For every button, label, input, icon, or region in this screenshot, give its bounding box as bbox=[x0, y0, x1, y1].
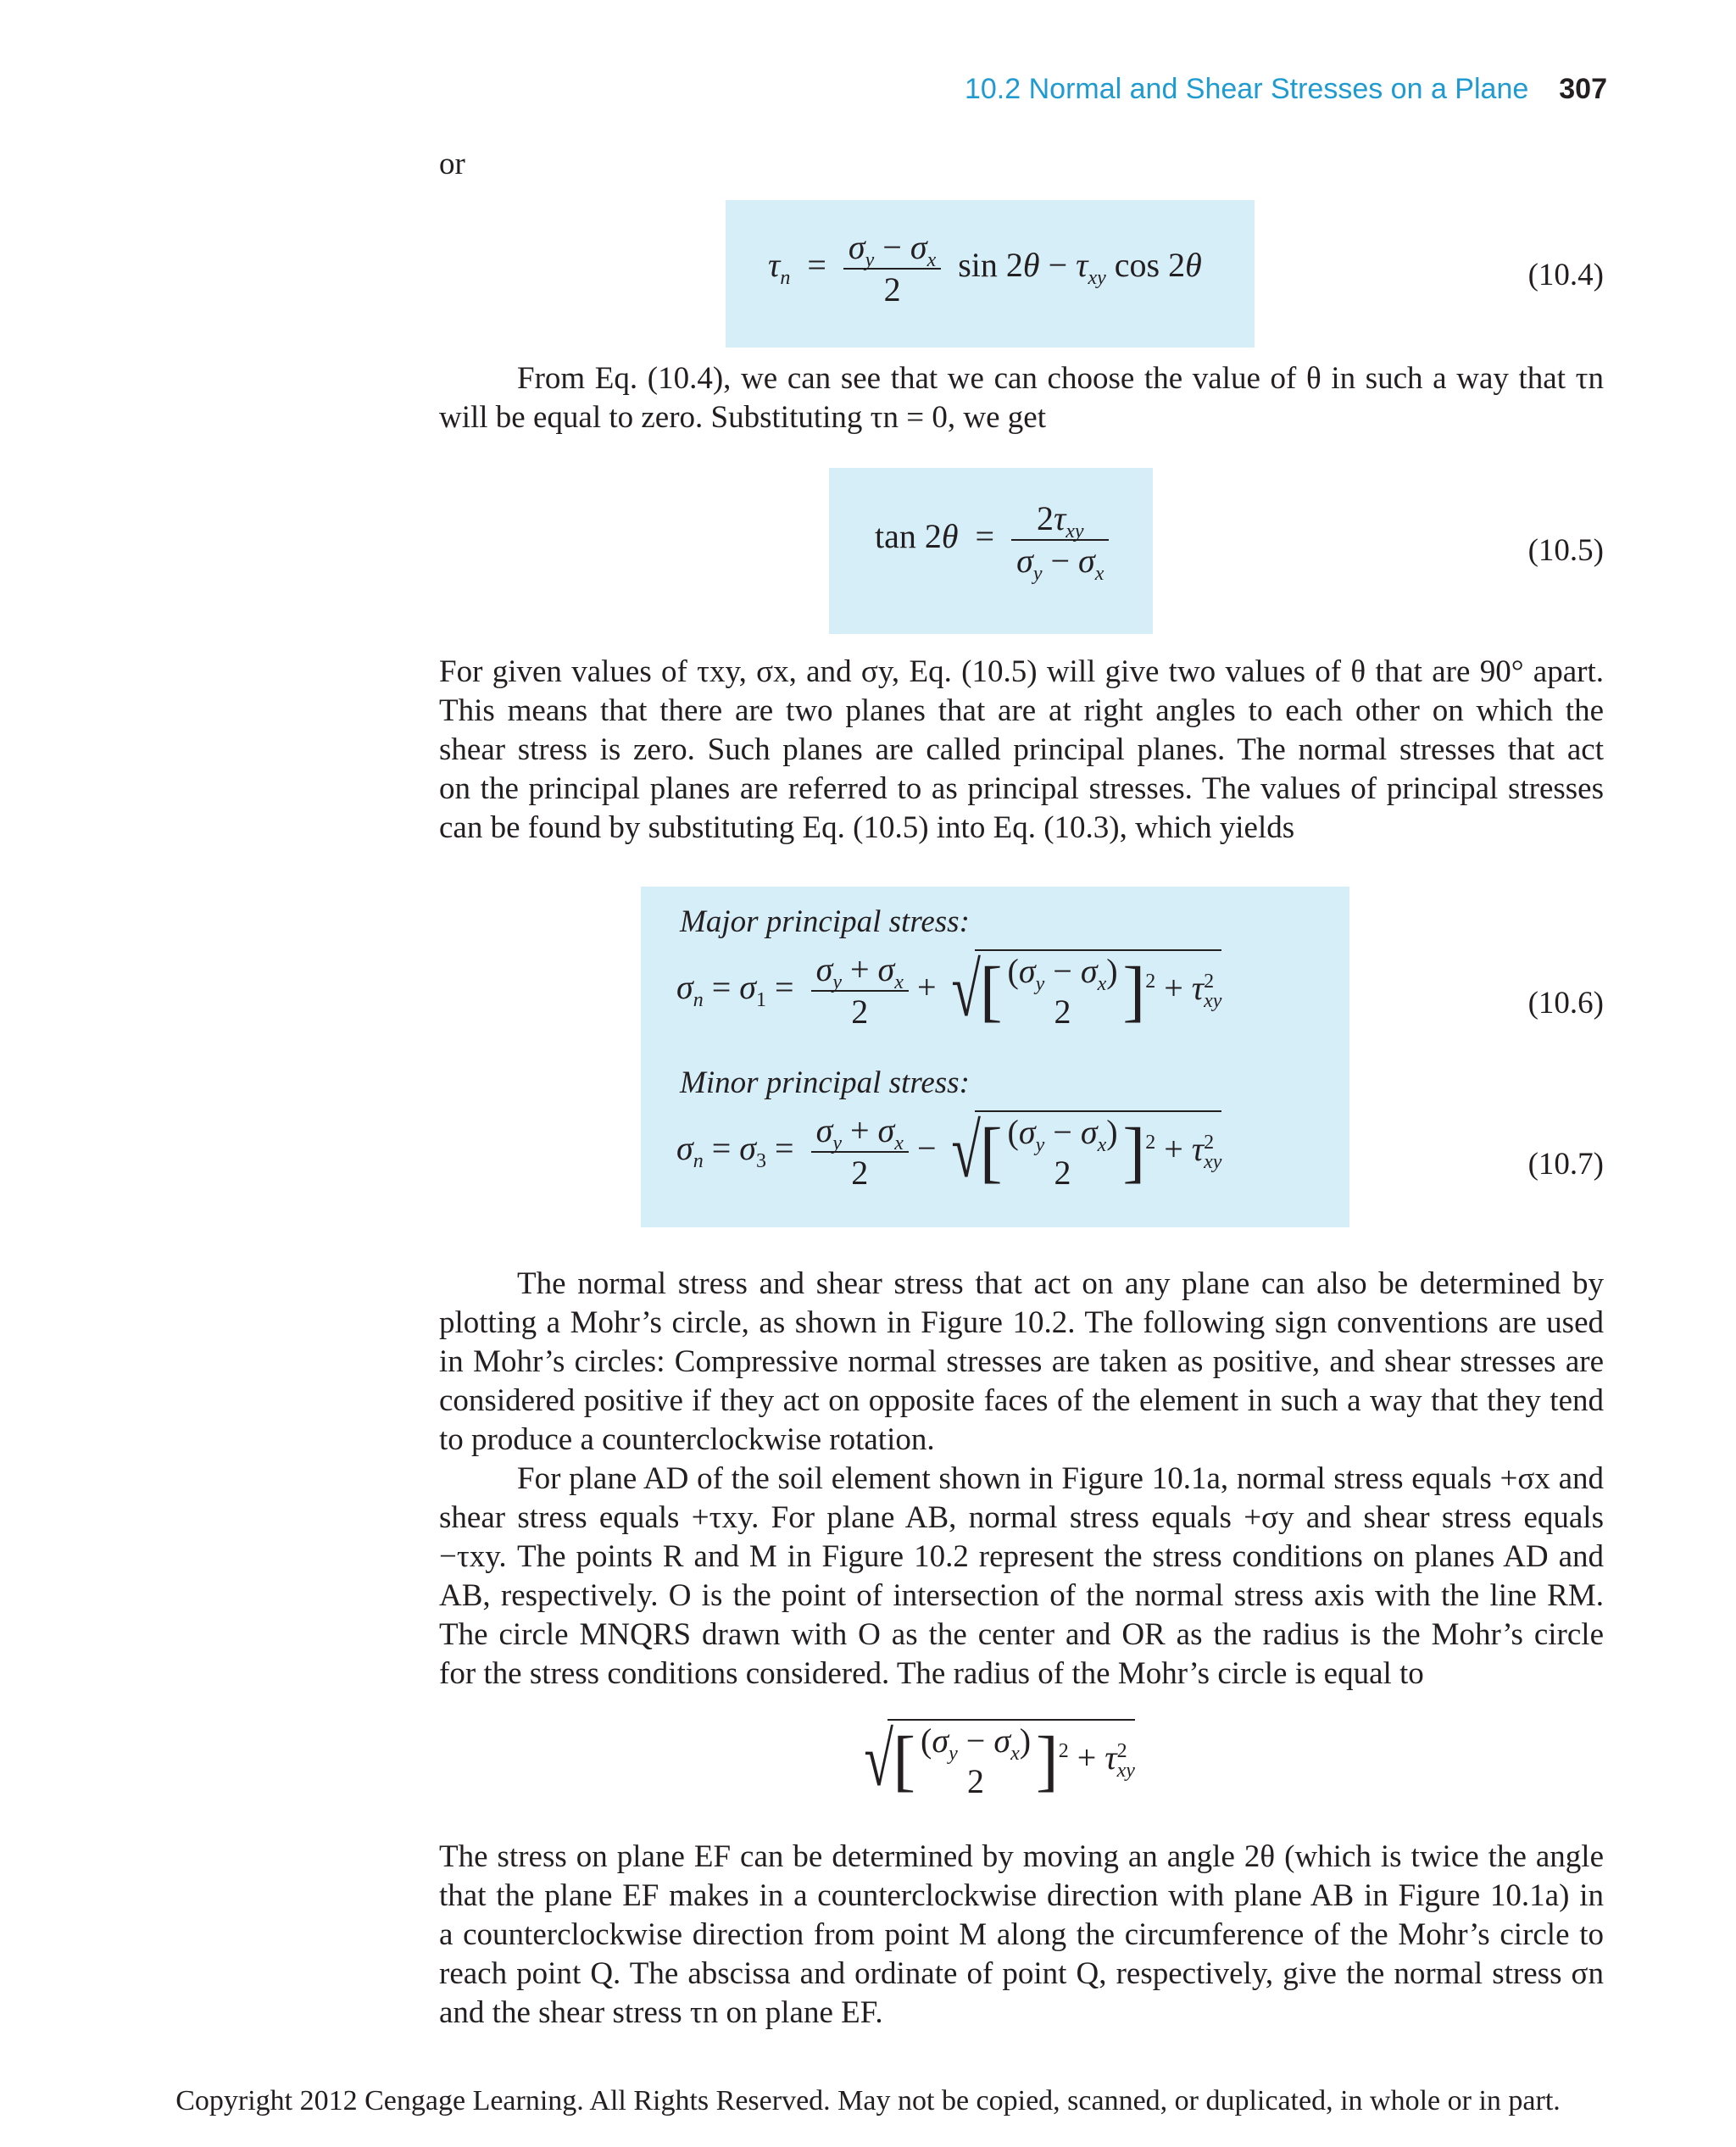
text-line: shear stress is zero. Such planes are called principal planes. The normal stresses that act bbox=[439, 732, 1604, 767]
text-line: that the plane EF makes in a counterclockwise direction with plane AB in Figure 10.1a) in bbox=[439, 1878, 1604, 1913]
text-line: on the principal planes are referred to as principal stresses. The values of principal stresses bbox=[439, 771, 1604, 806]
text-line: can be found by substituting Eq. (10.5) into Eq. (10.3), which yields bbox=[439, 810, 1295, 845]
paragraph-3 bbox=[439, 1265, 1604, 1460]
text-line: AB, respectively. O is the point of intersection of the normal stress axis with the line RM. bbox=[439, 1578, 1604, 1613]
text-line: The circle MNQRS drawn with O as the center and OR as the radius is the Mohr’s circle bbox=[439, 1617, 1604, 1652]
equation-number-10-7: (10.7) bbox=[1527, 1147, 1604, 1182]
text-line: for the stress conditions considered. The radius of the Mohr’s circle is equal to bbox=[439, 1656, 1424, 1691]
text-line: This means that there are two planes that are at right angles to each other on which the bbox=[439, 693, 1604, 728]
radius-expression: √[ $(\sigma_y - \sigma_x)$ 2 ]$^2 + \tau^2_{xy}$ bbox=[864, 1718, 1135, 1802]
text-line: plotting a Mohr’s circle, as shown in Figure 10.2. The following sign conventions are used bbox=[439, 1305, 1604, 1340]
paragraph-6 bbox=[439, 1838, 1604, 2033]
running-head bbox=[965, 73, 1607, 106]
text-line: a counterclockwise direction from point M along the circumference of the Mohr’s circle to bbox=[439, 1917, 1604, 1952]
text-line: For given values of τxy, σx, and σy, Eq. (10.5) will give two values of θ that are 90° apart. bbox=[439, 654, 1604, 689]
text-line: From Eq. (10.4), we can see that we can choose the value of θ in such a way that τn bbox=[517, 361, 1604, 396]
equation-10-4: $\tau_n$ = $\frac{\sigma_y - \sigma_x}{2}$ $\sin 2\theta - \tau_{xy}$ cos 2θ bbox=[768, 228, 1202, 309]
text-line: For plane AD of the soil element shown in Figure 10.1a, normal stress equals +σx and bbox=[517, 1461, 1604, 1496]
copyright-footer: Copyright 2012 Cengage Learning. All Rights Reserved. May not be copied, scanned, or duplicated, in whole or in part. bbox=[175, 2085, 1561, 2116]
paragraph-2 bbox=[439, 653, 1604, 848]
equation-number-10-4: (10.4) bbox=[1527, 258, 1604, 292]
equation-10-6: $\sigma_n = \sigma_1$ = $\frac{\sigma_y + \sigma_x}{2}$ + √[ $(\sigma_y - \sigma_x)$ 2 ]$^2 + \tau^2_{xy}$ bbox=[676, 948, 1222, 1032]
major-principal-label: Major principal stress: bbox=[680, 904, 970, 939]
text-line: The stress on plane EF can be determined by moving an angle 2θ (which is twice the angle bbox=[439, 1839, 1604, 1874]
paragraph-1 bbox=[439, 359, 1604, 437]
text-line: will be equal to zero. Substituting τn = 0, we get bbox=[439, 400, 1047, 435]
equation-10-5: tan 2θ = $\frac{2\tau_{xy}}{\sigma_y - \sigma_x}$ bbox=[875, 498, 1109, 581]
text-line: reach point Q. The abscissa and ordinate of point Q, respectively, give the normal stress σn bbox=[439, 1956, 1604, 1991]
text-line: shear stress equals +τxy. For plane AB, normal stress equals +σy and shear stress equals −τxy. bbox=[439, 1500, 1604, 1574]
text-line: in Mohr’s circles: Compressive normal stresses are taken as positive, and shear stresses are bbox=[439, 1344, 1604, 1379]
equation-10-7: $\sigma_n = \sigma_3$ = $\frac{\sigma_y + \sigma_x}{2}$ − √[ $(\sigma_y - \sigma_x)$ 2 ]$^2 + \tau^2_{xy}$ bbox=[676, 1110, 1222, 1193]
equation-number-10-6: (10.6) bbox=[1527, 986, 1604, 1021]
text-line: considered positive if they act on opposite faces of the element in such a way that they tend bbox=[439, 1383, 1604, 1418]
page-number: 307 bbox=[1559, 73, 1607, 105]
text-line: The normal stress and shear stress that act on any plane can also be determined by bbox=[517, 1266, 1604, 1301]
minor-principal-label: Minor principal stress: bbox=[680, 1065, 970, 1100]
equation-number-10-5: (10.5) bbox=[1527, 533, 1604, 568]
connector-text: or bbox=[439, 147, 465, 181]
text-line: The points R and M in Figure 10.2 represent the stress conditions on planes AD and bbox=[517, 1539, 1604, 1574]
section-title: 10.2 Normal and Shear Stresses on a Plane bbox=[964, 73, 1529, 105]
text-line: and the shear stress τn on plane EF. bbox=[439, 1995, 883, 2030]
text-line: to produce a counterclockwise rotation. bbox=[439, 1422, 935, 1457]
paragraph-5 bbox=[439, 1538, 1604, 1694]
